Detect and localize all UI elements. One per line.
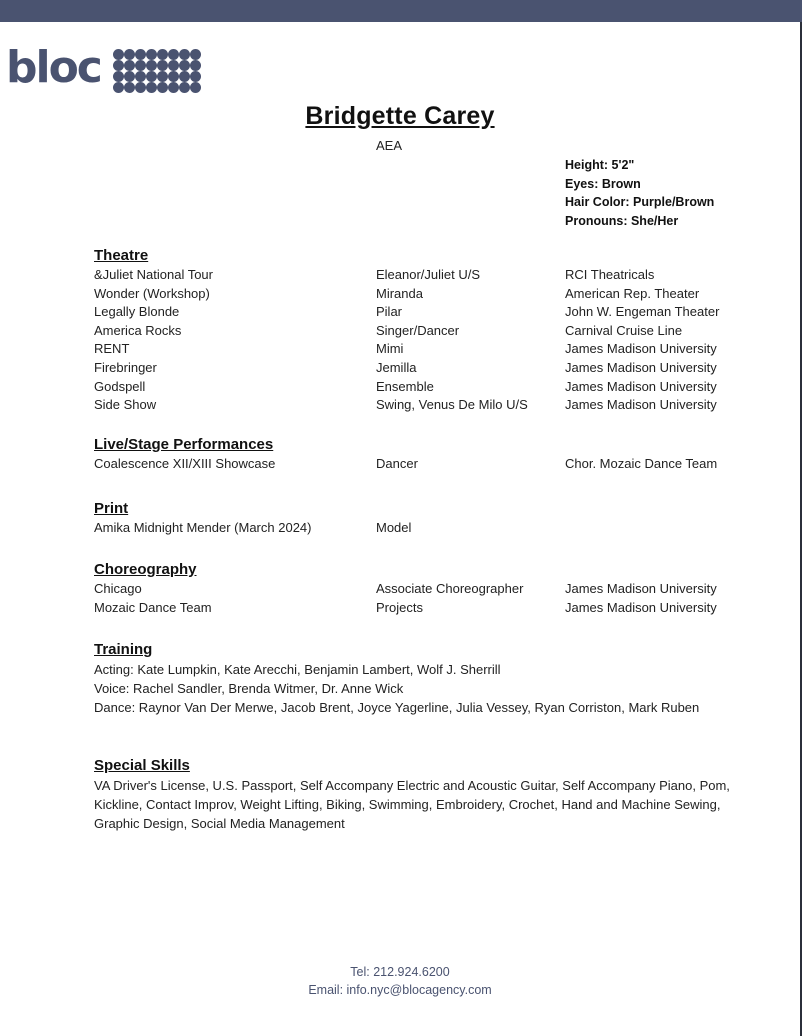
credit-role: Ensemble bbox=[376, 378, 434, 394]
logo-dot bbox=[124, 71, 135, 82]
credit-company: RCI Theatricals bbox=[565, 267, 655, 282]
logo-dot bbox=[179, 71, 190, 82]
credit-company: James Madison University bbox=[565, 581, 717, 596]
section-heading: Theatre bbox=[94, 247, 149, 264]
credit-role: Swing, Venus De Milo U/S bbox=[376, 397, 528, 413]
top-banner bbox=[0, 0, 802, 22]
logo-dot bbox=[168, 82, 179, 93]
logo-dot bbox=[135, 82, 146, 93]
credit-row bbox=[94, 580, 774, 599]
credit-row bbox=[94, 396, 774, 415]
credit-title: RENT bbox=[94, 341, 130, 357]
logo-dot bbox=[157, 49, 168, 60]
logo-dot bbox=[168, 60, 179, 71]
credit-role: Associate Choreographer bbox=[376, 581, 524, 596]
print-section bbox=[94, 499, 774, 538]
logo-dot bbox=[179, 60, 190, 71]
credit-role: Jemilla bbox=[376, 359, 417, 375]
credit-title: Godspell bbox=[94, 378, 146, 394]
credit-title: Wonder (Workshop) bbox=[94, 285, 210, 301]
section-heading: Choreography bbox=[94, 561, 197, 578]
contact-tel: Tel: 212.924.6200 bbox=[350, 965, 450, 979]
logo-dot bbox=[146, 60, 157, 71]
credit-role: Projects bbox=[376, 599, 423, 615]
logo-dot bbox=[135, 60, 146, 71]
section-heading: Print bbox=[94, 500, 129, 517]
logo-dot bbox=[146, 82, 157, 93]
credit-row bbox=[94, 285, 774, 304]
theatre-section bbox=[94, 246, 774, 415]
credit-title: Mozaic Dance Team bbox=[94, 599, 212, 615]
logo-dot bbox=[157, 60, 168, 71]
credit-role: Singer/Dancer bbox=[376, 322, 460, 338]
logo-dot bbox=[135, 71, 146, 82]
credit-row bbox=[94, 455, 774, 474]
training-dance: Dance: Raynor Van Der Merwe, Jacob Brent, Joyce Yagerline, Julia Vessey, Ryan Corriston, Mark Ruben bbox=[94, 700, 700, 716]
credit-title: America Rocks bbox=[94, 322, 182, 338]
credit-company: John W. Engeman Theater bbox=[565, 304, 720, 320]
credit-company: American Rep. Theater bbox=[565, 285, 700, 301]
credit-title: Amika Midnight Mender (March 2024) bbox=[94, 520, 312, 535]
logo-dot bbox=[135, 49, 146, 60]
skills-section bbox=[94, 756, 754, 834]
credit-row bbox=[94, 519, 774, 538]
stat-hair: Hair Color: Purple/Brown bbox=[565, 195, 715, 210]
logo-dot bbox=[168, 49, 179, 60]
logo-dot bbox=[157, 82, 168, 93]
logo-dot bbox=[146, 49, 157, 60]
stat-eyes: Eyes: Brown bbox=[565, 176, 641, 191]
training-voice: Voice: Rachel Sandler, Brenda Witmer, Dr. Anne Wick bbox=[94, 681, 404, 697]
section-heading: Live/Stage Performances bbox=[94, 436, 274, 453]
credit-role: Dancer bbox=[376, 456, 418, 471]
credit-company: James Madison University bbox=[565, 341, 717, 357]
credit-row bbox=[94, 378, 774, 397]
credit-table bbox=[94, 266, 774, 415]
logo-dot bbox=[146, 71, 157, 82]
credit-row bbox=[94, 359, 774, 378]
section-heading: Special Skills bbox=[94, 757, 190, 774]
credit-role: Pilar bbox=[376, 304, 403, 320]
credit-table bbox=[94, 455, 774, 474]
logo-dot bbox=[190, 60, 201, 71]
credit-title: &Juliet National Tour bbox=[94, 267, 213, 282]
credit-company: Chor. Mozaic Dance Team bbox=[565, 456, 718, 471]
performer-name: Bridgette Carey bbox=[305, 102, 495, 130]
union-affiliation: AEA bbox=[376, 138, 403, 153]
credit-role: Miranda bbox=[376, 285, 423, 301]
choreography-section bbox=[94, 560, 774, 617]
logo-dot bbox=[113, 71, 124, 82]
agency-contact bbox=[0, 963, 800, 999]
logo-dot bbox=[113, 82, 124, 93]
credit-title: Side Show bbox=[94, 397, 157, 413]
logo-dot bbox=[168, 71, 179, 82]
credit-row bbox=[94, 322, 774, 341]
skills-text: VA Driver's License, U.S. Passport, Self Accompany Electric and Acoustic Guitar, Self Accompany Piano, Pom, Kickline, Contact Improv, Weight Lifting, Biking, Swimming, Embroidery, Crochet, Hand and Machine Sewing, Graphic Design, Social Media Management bbox=[94, 778, 730, 832]
credit-company: James Madison University bbox=[565, 599, 717, 615]
training-section bbox=[94, 640, 724, 718]
credit-company: James Madison University bbox=[565, 397, 717, 413]
logo-wordmark: bloc bbox=[6, 42, 101, 93]
logo-dot bbox=[124, 49, 135, 60]
logo-dot bbox=[179, 49, 190, 60]
credit-title: Firebringer bbox=[94, 359, 157, 375]
credit-title: Chicago bbox=[94, 581, 142, 596]
credit-row bbox=[94, 266, 774, 285]
logo-dot bbox=[190, 71, 201, 82]
logo-dot bbox=[113, 49, 124, 60]
live-section bbox=[94, 435, 774, 474]
credit-title: Legally Blonde bbox=[94, 304, 180, 320]
credit-company: Carnival Cruise Line bbox=[565, 322, 683, 338]
logo-dots-icon bbox=[113, 49, 201, 93]
training-acting: Acting: Kate Lumpkin, Kate Arecchi, Benjamin Lambert, Wolf J. Sherrill bbox=[94, 662, 501, 677]
logo-dot bbox=[179, 82, 190, 93]
credit-company: James Madison University bbox=[565, 378, 717, 394]
stat-height: Height: 5'2" bbox=[565, 158, 635, 172]
agency-logo bbox=[6, 42, 201, 96]
stat-pronouns: Pronouns: She/Her bbox=[565, 213, 679, 228]
credit-role: Model bbox=[376, 520, 412, 535]
logo-dot bbox=[124, 60, 135, 71]
credit-row bbox=[94, 303, 774, 322]
credit-table bbox=[94, 519, 774, 538]
section-heading: Training bbox=[94, 641, 153, 658]
logo-dot bbox=[157, 71, 168, 82]
contact-email: Email: info.nyc@blocagency.com bbox=[308, 983, 492, 997]
credit-row bbox=[94, 340, 774, 359]
logo-dot bbox=[124, 82, 135, 93]
credit-row bbox=[94, 599, 774, 618]
credit-table bbox=[94, 580, 774, 617]
logo-dot bbox=[190, 82, 201, 93]
logo-dot bbox=[113, 60, 124, 71]
credit-role: Eleanor/Juliet U/S bbox=[376, 267, 481, 282]
physical-stats bbox=[565, 156, 714, 230]
logo-dot bbox=[190, 49, 201, 60]
credit-company: James Madison University bbox=[565, 359, 717, 375]
credit-role: Mimi bbox=[376, 341, 404, 357]
credit-title: Coalescence XII/XIII Showcase bbox=[94, 456, 276, 471]
